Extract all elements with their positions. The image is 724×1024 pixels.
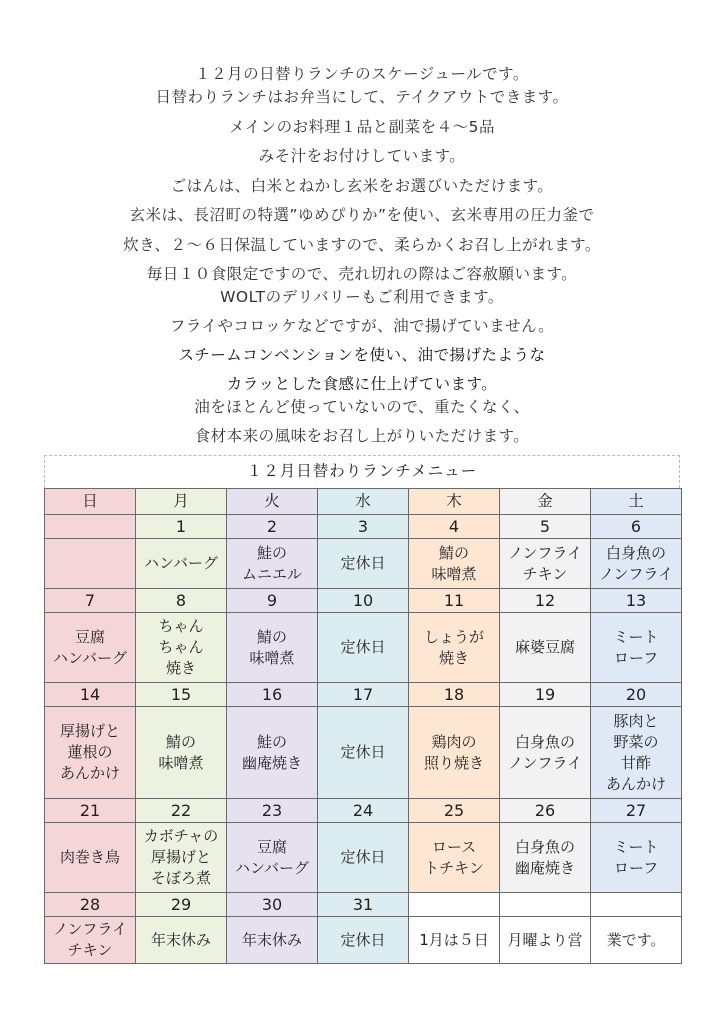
dish-name: 鮭の ムニエル — [241, 543, 302, 583]
dish-cell — [591, 823, 682, 893]
date-cell: 27 — [591, 799, 682, 823]
intro-line: ごはんは、白米とねかし玄米をお選びいただけます。 — [170, 177, 554, 195]
notice-text: 業です。 — [606, 930, 666, 949]
date-cell — [500, 893, 591, 917]
weekday-mon: 月 — [136, 489, 227, 515]
notice-text: 1月は５日 — [419, 930, 489, 949]
dish-name: 厚揚げと 蓮根の あんかけ — [59, 722, 120, 782]
date-row — [45, 893, 682, 917]
date-row — [45, 683, 682, 707]
dish-cell — [227, 917, 318, 964]
dish-cell — [409, 707, 500, 799]
dish-name: 白身魚の ノンフライ — [599, 543, 673, 583]
dish-cell — [591, 539, 682, 589]
date-cell: 18 — [409, 683, 500, 707]
dish-cell — [45, 539, 136, 589]
dish-cell — [318, 707, 409, 799]
dish-name: ロース トチキン — [424, 837, 484, 877]
weekday-header-row — [45, 489, 682, 515]
dish-row — [45, 539, 682, 589]
dish-name: 年末休み — [150, 930, 211, 949]
date-cell: 1 — [136, 515, 227, 539]
dish-cell — [136, 917, 227, 964]
date-cell: 4 — [409, 515, 500, 539]
dish-row — [45, 613, 682, 683]
weekday-sun: 日 — [45, 489, 136, 515]
date-row — [45, 589, 682, 613]
intro-line: 食材本来の風味をお召し上がりいただけます。 — [194, 427, 530, 445]
date-cell: 23 — [227, 799, 318, 823]
dish-name: 豚肉と 野菜の 甘酢 あんかけ — [605, 711, 666, 793]
weekday-tue: 火 — [227, 489, 318, 515]
date-cell: 26 — [500, 799, 591, 823]
date-cell: 20 — [591, 683, 682, 707]
dish-cell — [45, 917, 136, 964]
dish-row — [45, 823, 682, 893]
dish-name: 肉巻き鳥 — [59, 848, 120, 866]
dish-name: 鯖の 味噌煮 — [431, 543, 477, 583]
date-cell — [409, 893, 500, 917]
dish-cell — [227, 707, 318, 799]
date-cell: 15 — [136, 683, 227, 707]
date-row — [45, 799, 682, 823]
date-cell: 19 — [500, 683, 591, 707]
date-cell: 28 — [45, 893, 136, 917]
dish-name: ちゃん ちゃん 焼き — [158, 617, 204, 677]
dish-cell — [500, 917, 591, 964]
dish-name: 麻婆豆腐 — [514, 638, 575, 656]
dish-cell — [409, 613, 500, 683]
intro-line: みそ汁をお付けしています。 — [258, 147, 466, 165]
dish-cell — [591, 613, 682, 683]
date-cell: 2 — [227, 515, 318, 539]
weekday-sat: 土 — [591, 489, 682, 515]
dish-name: ミート ローフ — [613, 837, 659, 877]
dish-name: 定休日 — [340, 848, 386, 866]
dish-name: 年末休み — [241, 930, 302, 949]
intro-line: 日替わりランチはお弁当にして、テイクアウトできます。 — [155, 88, 569, 106]
dish-cell — [227, 613, 318, 683]
dish-cell — [45, 613, 136, 683]
dish-name: 白身魚の ノンフライ — [508, 732, 582, 772]
weekday-thu: 木 — [409, 489, 500, 515]
dish-cell — [500, 823, 591, 893]
dish-row — [45, 917, 682, 964]
dish-name: 定休日 — [340, 743, 386, 761]
menu-title: １２月日替わりランチメニュー — [44, 455, 680, 488]
date-cell: 5 — [500, 515, 591, 539]
intro-line: 炊き、２～６日保温していますので、柔らかくお召し上がれます。 — [123, 236, 601, 254]
dish-cell — [409, 823, 500, 893]
dish-name: 定休日 — [340, 554, 386, 572]
dish-name: 鶏肉の 照り焼き — [423, 732, 484, 772]
date-cell: 12 — [500, 589, 591, 613]
dish-cell — [136, 539, 227, 589]
lunch-calendar — [44, 488, 682, 964]
intro-line: １２月の日替りランチのスケージュールです。 — [195, 65, 529, 83]
date-cell: 25 — [409, 799, 500, 823]
date-cell: 7 — [45, 589, 136, 613]
date-cell: 16 — [227, 683, 318, 707]
dish-cell — [227, 539, 318, 589]
dish-cell — [318, 917, 409, 964]
weekday-fri: 金 — [500, 489, 591, 515]
dish-cell — [227, 823, 318, 893]
dish-cell — [136, 707, 227, 799]
dish-name: 鯖の 味噌煮 — [158, 732, 204, 772]
dish-name: 豆腐 ハンバーグ — [235, 837, 309, 877]
date-cell: 9 — [227, 589, 318, 613]
dish-name: ノンフライ チキン — [508, 543, 582, 583]
dish-name: ノンフライ チキン — [53, 920, 127, 959]
dish-name: 定休日 — [340, 930, 386, 949]
date-cell: 6 — [591, 515, 682, 539]
dish-cell — [409, 917, 500, 964]
date-cell — [591, 893, 682, 917]
dish-name: 鮭の 幽庵焼き — [241, 732, 302, 772]
dish-cell — [409, 539, 500, 589]
weekday-wed: 水 — [318, 489, 409, 515]
dish-cell — [136, 823, 227, 893]
intro-line: 毎日１０食限定ですので、売れ切れの際はご容赦願います。 — [146, 265, 578, 283]
intro-line: カラッとした食感に仕上げています。 — [226, 375, 498, 393]
dish-cell — [318, 539, 409, 589]
date-cell: 24 — [318, 799, 409, 823]
date-cell: 22 — [136, 799, 227, 823]
dish-cell — [500, 707, 591, 799]
intro-line: 油をほとんど使っていないので、重たくなく、 — [194, 398, 530, 416]
date-cell: 8 — [136, 589, 227, 613]
notice-text: 月曜より営 — [507, 930, 583, 949]
dish-row — [45, 707, 682, 799]
intro-line: 玄米は、長沼町の特選”ゆめぴりか”を使い、玄米専用の圧力釜で — [129, 206, 595, 224]
date-row — [45, 515, 682, 539]
dish-cell — [318, 613, 409, 683]
date-cell — [45, 515, 136, 539]
intro-line: メインのお料理１品と副菜を４～5品 — [228, 118, 496, 136]
dish-cell — [591, 917, 682, 964]
date-cell: 31 — [318, 893, 409, 917]
date-cell: 10 — [318, 589, 409, 613]
dish-cell — [136, 613, 227, 683]
date-cell: 14 — [45, 683, 136, 707]
dish-name: ミート ローフ — [613, 627, 659, 667]
dish-name: 豆腐 ハンバーグ — [53, 627, 127, 667]
dish-name: しょうが 焼き — [423, 627, 484, 667]
dish-name: ハンバーグ — [144, 554, 218, 572]
dish-cell — [500, 539, 591, 589]
dish-name: 鯖の 味噌煮 — [249, 627, 295, 667]
date-cell: 21 — [45, 799, 136, 823]
dish-cell — [45, 707, 136, 799]
date-cell: 3 — [318, 515, 409, 539]
dish-cell — [591, 707, 682, 799]
intro-line: フライやコロッケなどですが、油で揚げていません。 — [169, 317, 555, 335]
dish-cell — [318, 823, 409, 893]
dish-name: 白身魚の 幽庵焼き — [514, 837, 575, 877]
date-cell: 17 — [318, 683, 409, 707]
date-cell: 11 — [409, 589, 500, 613]
date-cell: 30 — [227, 893, 318, 917]
date-cell: 29 — [136, 893, 227, 917]
dish-cell — [500, 613, 591, 683]
dish-name: 定休日 — [340, 638, 386, 656]
dish-cell — [45, 823, 136, 893]
date-cell: 13 — [591, 589, 682, 613]
intro-line: スチームコンベンションを使い、油で揚げたような — [178, 346, 546, 364]
intro-line: WOLTのデリバリーもご利用できます。 — [220, 288, 504, 306]
dish-name: カボチャの 厚揚げと そぼろ煮 — [143, 827, 219, 887]
